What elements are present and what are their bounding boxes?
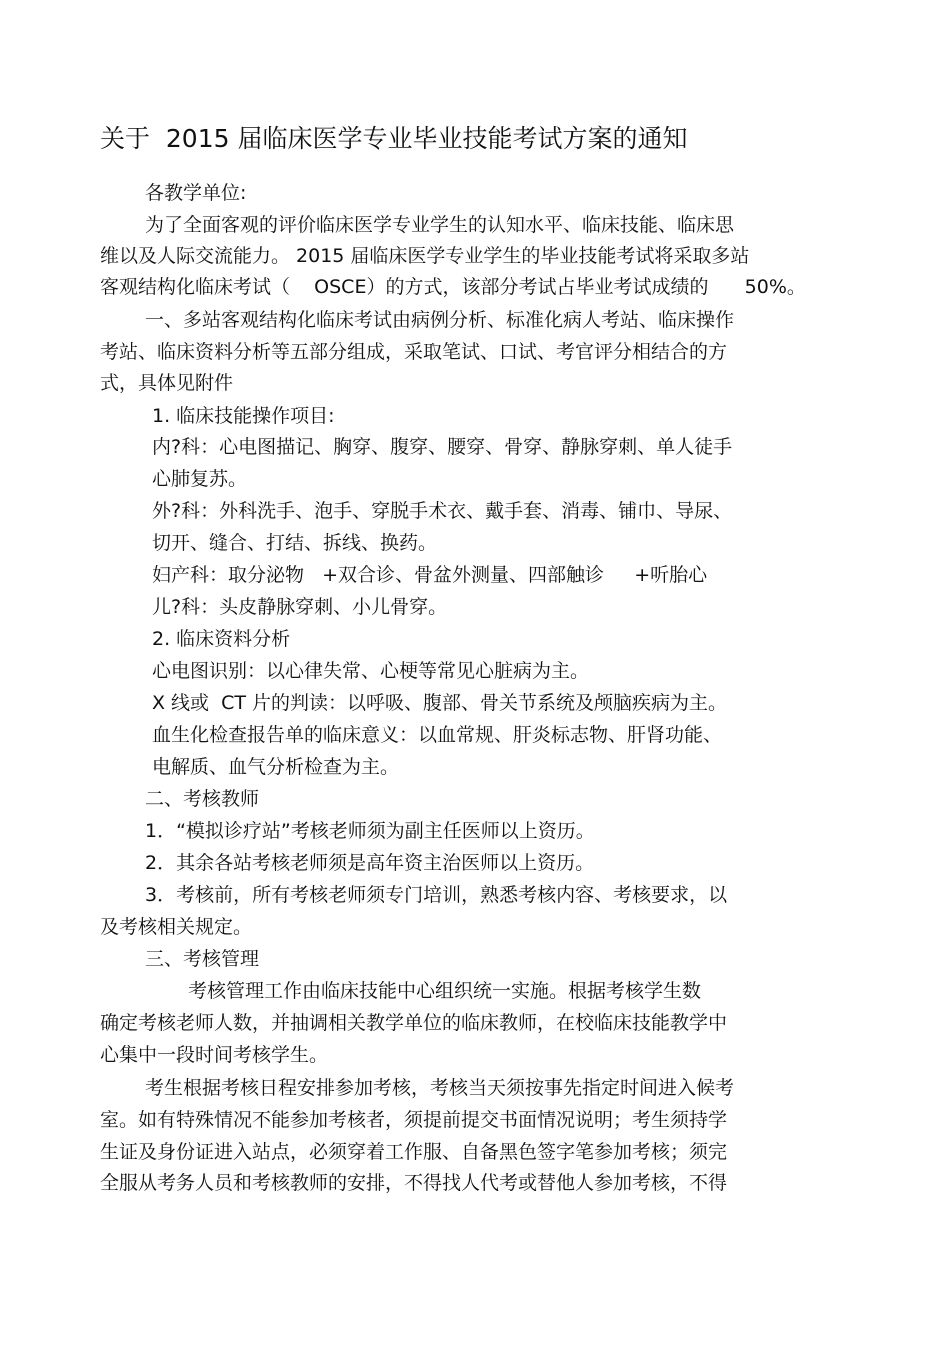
list-item: 心肺复苏。 [152,468,248,490]
list-item: 切开、缝合、打结、拆线、换药。 [152,532,438,554]
list-item: 电解质、血气分析检查为主。 [152,756,400,778]
paragraph-line: 式，具体见附件 [100,372,234,394]
paragraph-line: 维以及人际交流能力。 2015 届临床医学专业学生的毕业技能考试将采取多站 [100,245,750,267]
section-heading-3: 三、考核管理 [145,948,260,970]
paragraph-line: 考站、临床资料分析等五部分组成，采取笔试、口试、考官评分相结合的方 [100,341,728,363]
paragraph-line: 及考核相关规定。 [100,916,253,938]
paragraph-line: 考生根据考核日程安排参加考核，考核当天须按事先指定时间进入候考 [145,1077,735,1099]
paragraph-line: 客观结构化临床考试（ OSCE）的方式，该部分考试占毕业考试成绩的 50%。 [100,276,806,298]
paragraph-line: 心集中一段时间考核学生。 [100,1044,329,1066]
list-item: 心电图识别：以心律失常、心梗等常见心脏病为主。 [152,660,590,682]
paragraph-line: 确定考核老师人数，并抽调相关教学单位的临床教师，在校临床技能教学中 [100,1012,728,1034]
list-item: 外?科：外科洗手、泡手、穿脱手术衣、戴手套、消毒、铺巾、导尿、 [152,500,733,522]
paragraph-line: 为了全面客观的评价临床医学专业学生的认知水平、临床技能、临床思 [145,214,735,236]
list-item: 血生化检查报告单的临床意义：以血常规、肝炎标志物、肝肾功能、 [152,724,723,746]
list-item: X 线或 CT 片的判读：以呼吸、腹部、骨关节系统及颅脑疾病为主。 [152,692,728,714]
list-item: 儿?科：头皮静脉穿刺、小儿骨穿。 [152,596,448,618]
paragraph-line: 室。如有特殊情况不能参加考核者，须提前提交书面情况说明；考生须持学 [100,1109,728,1131]
subsection-heading: 1. 临床技能操作项目: [152,405,335,427]
paragraph-line: 考核管理工作由临床技能中心组织统一实施。根据考核学生数 [188,980,702,1002]
paragraph-line: 全服从考务人员和考核教师的安排，不得找人代考或替他人参加考核，不得 [100,1172,728,1194]
list-item: 3．考核前，所有考核老师须专门培训，熟悉考核内容、考核要求，以 [145,884,728,906]
document-title: 关于 2015 届临床医学专业毕业技能考试方案的通知 [100,124,688,153]
salutation: 各教学单位: [145,182,247,204]
subsection-heading: 2. 临床资料分析 [152,628,291,650]
paragraph-line: 生证及身份证进入站点，必须穿着工作服、自备黑色签字笔参加考核；须完 [100,1141,728,1163]
list-item: 内?科：心电图描记、胸穿、腹穿、腰穿、骨穿、静脉穿刺、单人徒手 [152,436,733,458]
section-heading-1: 一、多站客观结构化临床考试由病例分析、标准化病人考站、临床操作 [145,309,735,331]
list-item: 妇产科：取分泌物 +双合诊、骨盆外测量、四部触诊 +听胎心 [152,564,708,586]
section-heading-2: 二、考核教师 [145,788,260,810]
list-item: 1．“模拟诊疗站”考核老师须为副主任医师以上资历。 [145,820,595,842]
list-item: 2．其余各站考核老师须是高年资主治医师以上资历。 [145,852,595,874]
